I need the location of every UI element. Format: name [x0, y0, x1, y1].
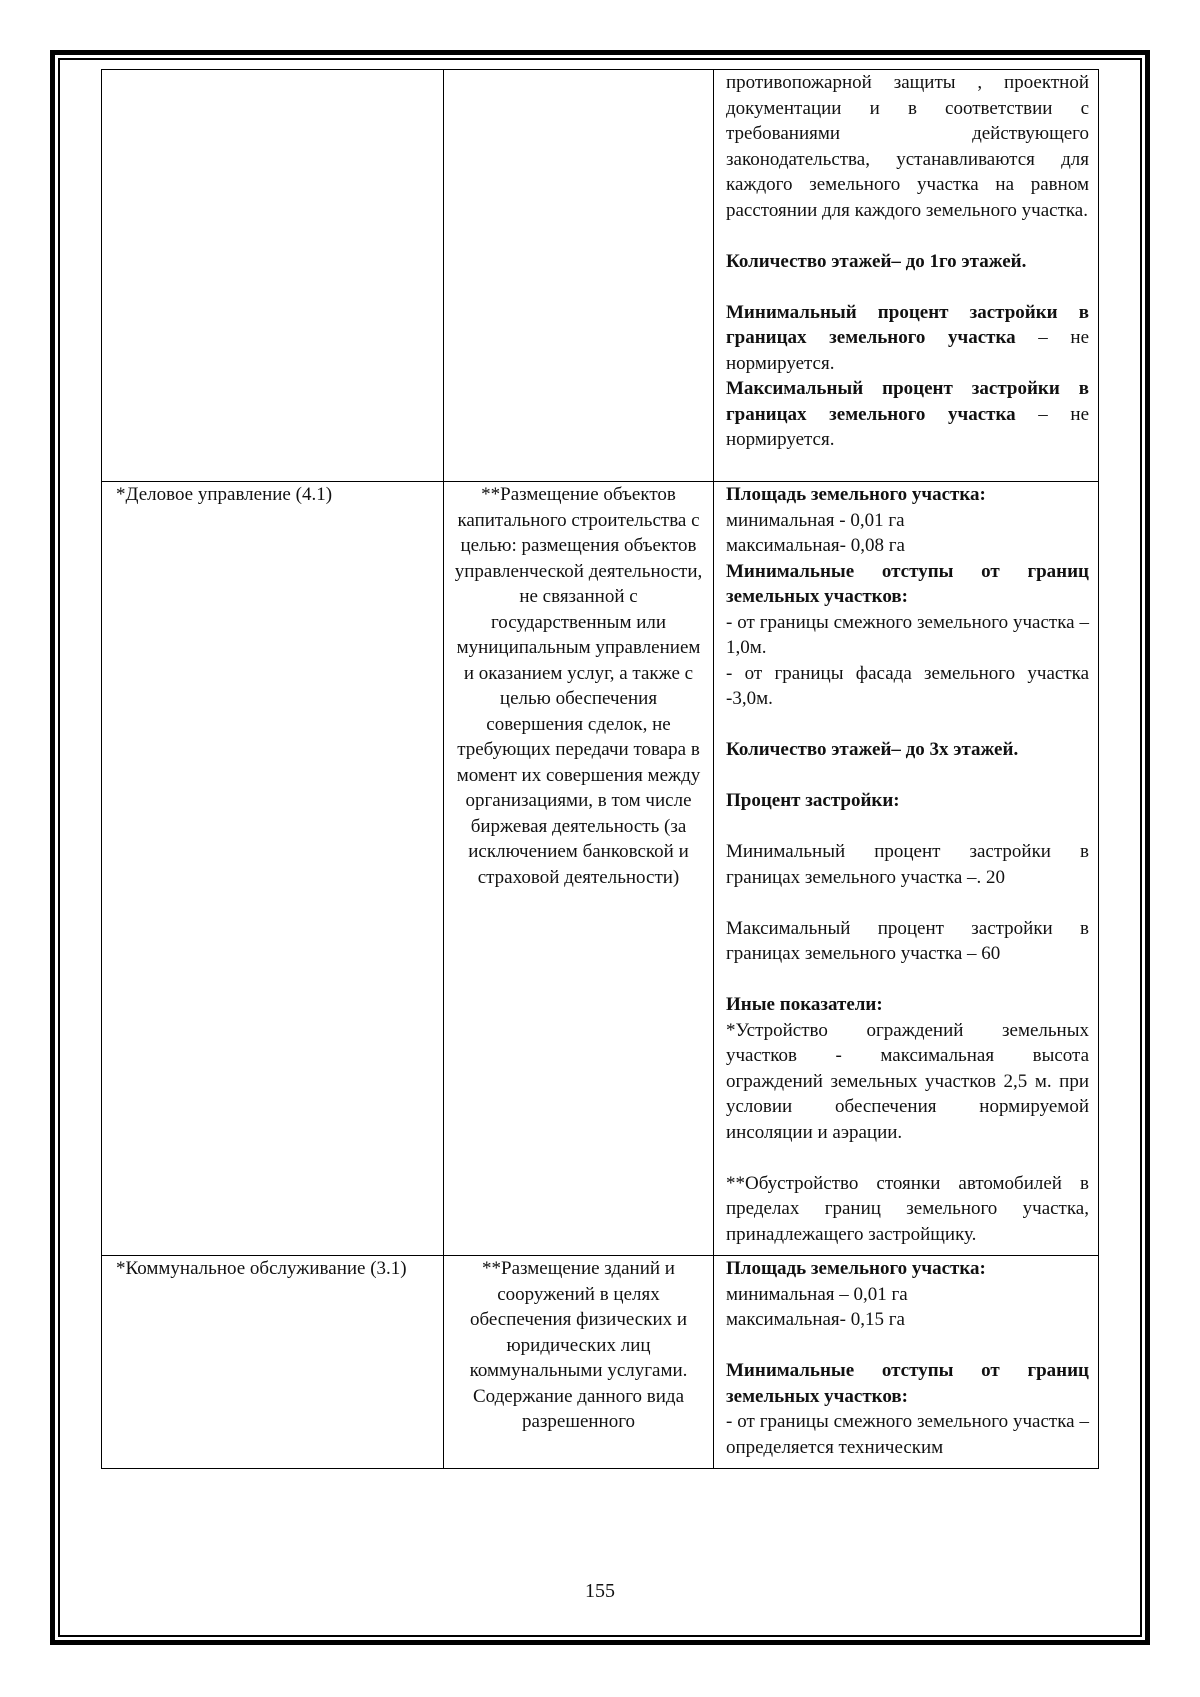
table-row	[102, 1256, 1099, 1469]
parameter-line	[726, 508, 1089, 534]
parameter-heading: Площадь земельного участка:	[726, 484, 986, 505]
parameter-text: противопожарной защиты , проектной документации и в соответствии с требованиями действующего законодательства, устанавливаются для каждого земельного участка на равном расстоянии для каждого земельного участка.	[726, 72, 1089, 221]
parameter-line	[726, 916, 1089, 967]
page-number: 155	[585, 1580, 615, 1602]
land-use-type-cell	[102, 70, 444, 482]
parameter-text: минимальная – 0,01 га	[726, 1283, 908, 1305]
parameter-text: максимальная- 0,08 га	[726, 535, 905, 556]
parameter-line	[726, 661, 1089, 712]
paragraph-spacer	[726, 712, 1089, 738]
paragraph-spacer	[726, 1145, 1089, 1171]
parameter-line	[726, 788, 1089, 814]
parameter-line	[726, 249, 1089, 275]
parameter-text: – не нормируется.	[726, 403, 1089, 450]
parameter-heading: Процент застройки:	[726, 790, 900, 811]
parameter-line	[726, 482, 1089, 508]
parameter-heading: Максимальный процент застройки в границах земельного участка	[726, 378, 1089, 425]
parameter-heading: Количество этажей– до 1го этажей.	[726, 250, 1027, 272]
parameters-cell	[714, 1256, 1099, 1469]
paragraph-spacer	[726, 223, 1089, 249]
paragraph-spacer	[726, 274, 1089, 300]
parameter-line	[726, 1409, 1089, 1460]
parameter-text: - от границы фасада земельного участка -3,0м.	[726, 662, 1089, 709]
land-use-description: **Размещение зданий и сооружений в целях обеспечения физических и юридических лиц коммунальными услугами. Содержание данного вида разрешенного	[469, 1258, 688, 1432]
parameter-line	[726, 300, 1089, 377]
parameter-heading: Минимальные отступы от границ земельных участков:	[726, 1360, 1089, 1407]
parameter-text: – не нормируется.	[726, 327, 1089, 374]
parameter-line	[726, 1307, 1089, 1333]
zoning-table	[101, 69, 1099, 1469]
parameter-line	[726, 533, 1089, 559]
parameter-line	[726, 1358, 1089, 1409]
land-use-description-cell	[444, 70, 714, 482]
land-use-description-cell	[444, 1256, 714, 1469]
parameter-line	[726, 559, 1089, 610]
parameter-line	[726, 376, 1089, 453]
parameter-heading: Иные показатели:	[726, 994, 883, 1015]
land-use-type-cell	[102, 482, 444, 1256]
parameter-text: - от границы смежного земельного участка – определяется техническим	[726, 1411, 1089, 1458]
paragraph-spacer	[726, 814, 1089, 840]
parameter-heading: Количество этажей– до 3х этажей.	[726, 739, 1019, 760]
parameter-heading: Минимальные отступы от границ земельных участков:	[726, 560, 1089, 607]
parameter-text: *Устройство ограждений земельных участков - максимальная высота ограждений земельных участков 2,5 м. при условии обеспечения нормируемой инсоляции и аэрации.	[726, 1019, 1089, 1143]
parameters-cell	[714, 482, 1099, 1256]
parameter-heading: Минимальный процент застройки в границах земельного участка	[726, 301, 1089, 348]
parameter-line	[726, 1018, 1089, 1146]
land-use-type: *Коммунальное обслуживание (3.1)	[116, 1258, 407, 1279]
paragraph-spacer	[726, 967, 1089, 993]
parameter-line	[726, 1171, 1089, 1248]
parameter-line	[726, 1282, 1089, 1308]
parameter-line	[726, 610, 1089, 661]
paragraph-spacer	[726, 890, 1089, 916]
land-use-type: *Деловое управление (4.1)	[116, 484, 333, 505]
parameter-text: - от границы смежного земельного участка – 1,0м.	[726, 611, 1089, 658]
parameter-text: **Обустройство стоянки автомобилей в пределах границ земельного участка, принадлежащего застройщику.	[726, 1172, 1089, 1245]
parameter-text: Минимальный процент застройки в границах земельного участка –. 20	[726, 841, 1089, 888]
parameter-line	[726, 992, 1089, 1018]
paragraph-spacer	[726, 763, 1089, 789]
land-use-type-cell	[102, 1256, 444, 1469]
paragraph-spacer	[726, 1333, 1089, 1359]
parameter-line	[726, 839, 1089, 890]
parameter-text: Максимальный процент застройки в границах земельного участка – 60	[726, 917, 1089, 964]
table-row	[102, 482, 1099, 1256]
parameter-line	[726, 70, 1089, 223]
land-use-description-cell	[444, 482, 714, 1256]
parameter-text: максимальная- 0,15 га	[726, 1309, 905, 1330]
parameters-cell	[714, 70, 1099, 482]
parameter-line	[726, 1256, 1089, 1282]
parameter-text: минимальная - 0,01 га	[726, 509, 905, 531]
parameter-line	[726, 737, 1089, 763]
parameter-heading: Площадь земельного участка:	[726, 1258, 986, 1279]
land-use-description: **Размещение объектов капитального строительства с целью: размещения объектов управленческой деятельности, не связанной с государственным или муниципальным управлением и оказанием услуг, а также с целью обеспечения совершения сделок, не требующих передачи товара в момент их совершения между организациями, в том числе биржевая деятельность (за исключением банковской и страховой деятельности)	[454, 484, 703, 888]
table-row	[102, 70, 1099, 482]
